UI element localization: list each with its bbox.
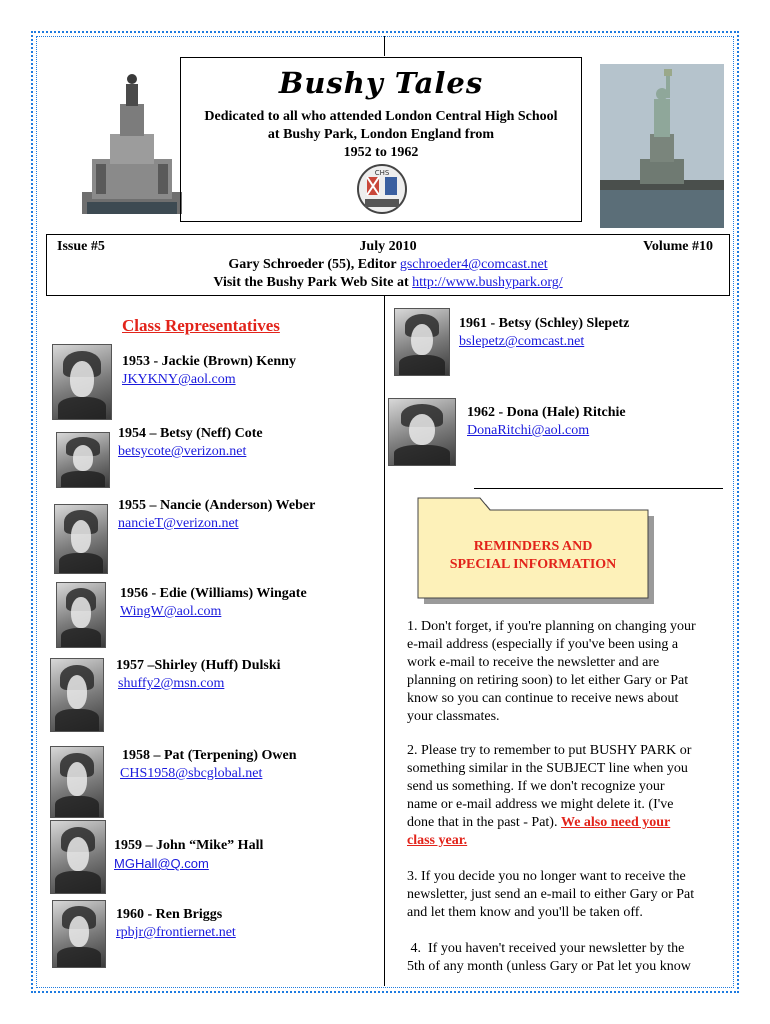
school-crest-logo	[355, 163, 409, 215]
editor-email-link[interactable]: gschroeder4@comcast.net	[399, 257, 548, 272]
class-year-notice: We also need your	[560, 815, 671, 830]
text-line: planning on retiring soon) to let either Gary or Pat	[407, 673, 689, 688]
rep-email-1958[interactable]: CHS1958@sbcglobal.net	[120, 766, 263, 781]
rep-name-1962: 1962 - Dona (Hale) Ritchie	[467, 405, 626, 420]
editor-line	[47, 257, 729, 273]
website-link[interactable]: http://www.bushypark.org/	[412, 275, 563, 290]
website-label: Visit the Bushy Park Web Site at	[213, 275, 413, 290]
photo-1953	[52, 344, 112, 420]
photo-1955	[54, 504, 108, 574]
photo-1959	[50, 820, 106, 894]
statue-of-liberty-image	[600, 64, 724, 228]
reminders-heading-line-2: SPECIAL INFORMATION	[449, 557, 617, 572]
column-divider	[384, 296, 385, 986]
rep-email-1953[interactable]: JKYKNY@aol.com	[122, 372, 236, 387]
text-line	[407, 832, 727, 850]
class-year-notice-end: class year.	[407, 833, 468, 848]
rep-name-1957: 1957 –Shirley (Huff) Dulski	[116, 658, 281, 673]
photo-1960	[52, 900, 106, 968]
text-line	[407, 814, 727, 832]
info-bar	[46, 234, 730, 296]
text-line: send us something. If we don't recognize your	[407, 779, 665, 794]
column-divider-top	[384, 36, 385, 56]
rep-email-1959[interactable]: MGHall@Q.com	[114, 856, 209, 871]
rep-email-1957[interactable]: shuffy2@msn.com	[118, 676, 225, 691]
masthead-box	[180, 57, 582, 222]
text-line: your classmates.	[407, 709, 500, 724]
masthead-line-1: Dedicated to all who attended London Central High School	[204, 109, 558, 124]
rep-email-1954[interactable]: betsycote@verizon.net	[118, 444, 247, 459]
reminder-paragraph-3	[407, 868, 727, 922]
reminder-paragraph-1	[407, 618, 727, 726]
newsletter-title: Bushy Tales	[278, 66, 484, 100]
rep-name-1961: 1961 - Betsy (Schley) Slepetz	[459, 316, 630, 331]
volume-number: Volume #10	[643, 239, 713, 254]
rep-name-1960: 1960 - Ren Briggs	[116, 907, 223, 922]
photo-1954	[56, 432, 110, 488]
text-line: 4. If you haven't received your newsletter by the	[407, 941, 685, 956]
text-line: 3. If you decide you no longer want to receive the	[407, 869, 686, 884]
text-line: 5th of any month (unless Gary or Pat let you know	[407, 959, 691, 974]
text-line: know so you can continue to receive news about	[407, 691, 679, 706]
reminders-heading-line-1: REMINDERS AND	[473, 539, 593, 554]
rep-name-1958: 1958 – Pat (Terpening) Owen	[122, 748, 297, 763]
rep-email-1961[interactable]: bslepetz@comcast.net	[459, 334, 585, 349]
issue-number: Issue #5	[57, 239, 105, 254]
text-line: 1. Don't forget, if you're planning on changing your	[407, 619, 696, 634]
horizontal-rule	[474, 488, 723, 489]
fountain-statue-image	[82, 64, 182, 214]
text-line: and let them know and you'll be taken off.	[407, 905, 643, 920]
text-line: newsletter, just send an e-mail to either Gary or Pat	[407, 887, 695, 902]
svg-text:CHS: CHS	[374, 169, 390, 177]
rep-email-1955[interactable]: nancieT@verizon.net	[118, 516, 239, 531]
masthead-line-3: 1952 to 1962	[343, 145, 419, 160]
masthead-line-2: at Bushy Park, London England from	[267, 127, 495, 142]
reminder-paragraph-4	[407, 940, 727, 976]
photo-1962	[388, 398, 456, 466]
text-line: name or e-mail address we might delete it. (I've	[407, 797, 674, 812]
issue-date: July 2010	[359, 239, 417, 254]
text-line: something similar in the SUBJECT line when you	[407, 761, 688, 776]
rep-name-1954: 1954 – Betsy (Neff) Cote	[118, 426, 263, 441]
text-line: e-mail address (especially if you've been using a	[407, 637, 679, 652]
rep-email-1956[interactable]: WingW@aol.com	[120, 604, 222, 619]
rep-name-1956: 1956 - Edie (Williams) Wingate	[120, 586, 307, 601]
photo-1961	[394, 308, 450, 376]
rep-name-1959: 1959 – John “Mike” Hall	[114, 838, 264, 853]
rep-email-1962[interactable]: DonaRitchi@aol.com	[467, 423, 590, 438]
rep-email-1960[interactable]: rpbjr@frontiernet.net	[116, 925, 236, 940]
photo-1958	[50, 746, 104, 818]
photo-1956	[56, 582, 106, 648]
rep-name-1955: 1955 – Nancie (Anderson) Weber	[118, 498, 316, 513]
editor-label: Gary Schroeder (55), Editor	[228, 257, 400, 272]
website-line	[47, 275, 729, 291]
rep-name-1953: 1953 - Jackie (Brown) Kenny	[122, 354, 296, 369]
text-line: work e-mail to receive the newsletter and are	[407, 655, 660, 670]
photo-1957	[50, 658, 104, 732]
class-reps-heading: Class Representatives	[122, 316, 280, 335]
reminder-paragraph-2	[407, 742, 727, 850]
text-span: done that in the past - Pat).	[407, 815, 561, 830]
text-line: 2. Please try to remember to put BUSHY PARK or	[407, 743, 692, 758]
